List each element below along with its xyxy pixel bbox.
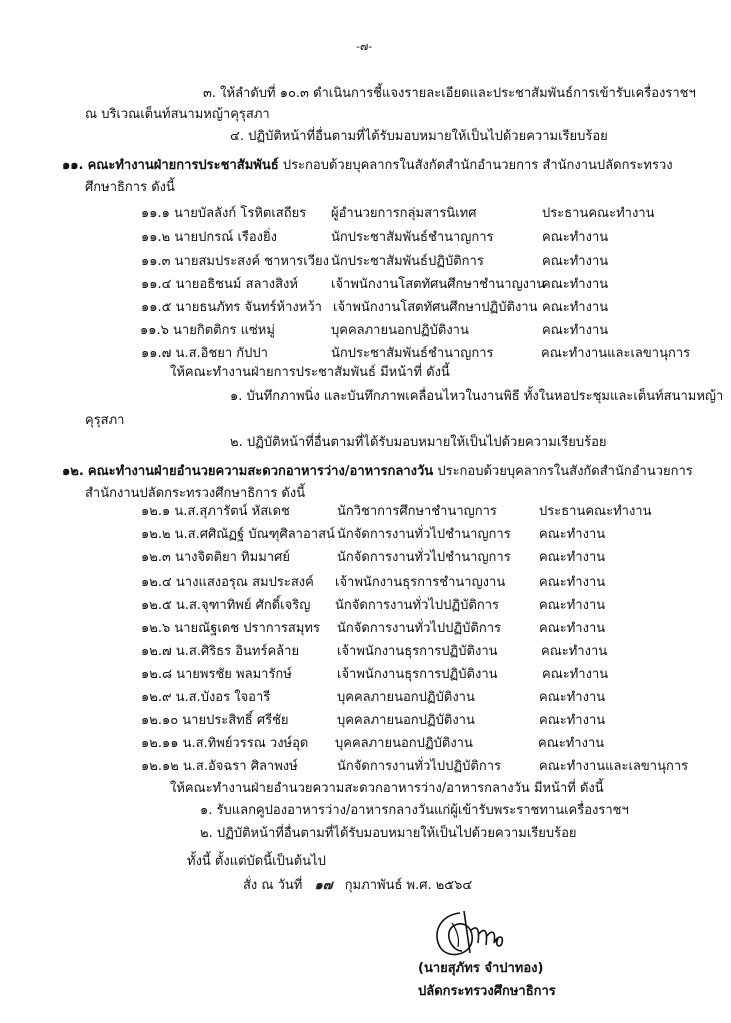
member-name: ๑๒.๙ น.ส.บังอร ใจอารี [141,690,271,705]
member-name: ๑๑.๖ นายกิตติกร แซ่หมู่ [140,323,275,338]
order-month-year: กุมภาพันธ์ พ.ศ. ๒๕๖๔ [344,878,473,893]
member-position: ผู้อำนวยการกลุ่มสารนิเทศ [331,206,477,221]
sec11-desc-line2: ศึกษาธิการ ดังนี้ [85,180,175,195]
member-role: คณะทำงาน [542,667,609,682]
member-row [141,711,721,731]
member-role: คณะทำงาน [542,300,609,315]
effective-statement: ทั้งนี้ ตั้งแต่บัดนี้เป็นต้นไป [187,854,326,869]
member-row [141,525,721,545]
member-role: คณะทำงาน [542,277,609,292]
member-position: บุคคลภายนอกปฏิบัติงาน [331,323,469,338]
sec10-item3-line2: ณ บริเวณเต็นท์สนามหญ้าคุรุสภา [85,107,270,122]
member-name: ๑๒.๘ นายพรชัย พลมารักษ์ [141,667,292,682]
sec11-duty2: ๒. ปฏิบัติหน้าที่อื่นตามที่ได้รับมอบหมายให้เป็นไปด้วยความเรียบร้อย [230,435,607,450]
sec12-title: คณะทำงานฝ่ายอำนวยความสะดวกอาหารว่าง/อาหารกลางวัน [87,464,434,479]
sec12-heading [62,463,693,481]
member-position: นักประชาสัมพันธ์ชำนาญการ [331,230,494,245]
member-position: เจ้าพนักงานธุรการปฏิบัติงาน [337,667,498,682]
sec11-duty-intro: ให้คณะทำงานฝ่ายการประชาสัมพันธ์ มีหน้าที่ ดังนี้ [170,365,450,380]
member-row [141,204,701,224]
member-position: นักประชาสัมพันธ์ปฏิบัติการ [331,254,484,269]
order-day: ๑๗ [314,878,333,893]
sec11-desc-line1: ประกอบด้วยบุคลากรในสังกัดสำนักอำนวยการ สำนักงานปลัดกระทรวง [282,158,673,173]
sec11-title: คณะทำงานฝ่ายการประชาสัมพันธ์ [87,158,279,173]
sec10-item3-line1: ๓. ให้ลำดับที่ ๑๐.๓ ดำเนินการชี้แจงรายละเอียดและประชาสัมพันธ์การเข้ารับเครื่องราชฯ [203,86,696,101]
member-position: บุคคลภายนอกปฏิบัติงาน [337,690,475,705]
member-row [140,321,700,341]
member-position: นักวิชาการศึกษาชำนาญการ [337,504,497,519]
member-row [141,665,721,685]
member-name: ๑๒.๖ นายณัฐเดช ปราการสมุทร [141,621,320,636]
member-position: เจ้าพนักงานโสตทัศนศึกษาปฏิบัติงาน [333,300,538,315]
member-position: เจ้าพนักงานธุรการชำนาญงาน [335,575,506,590]
member-row [141,642,721,662]
sec12-duty2: ๒. ปฏิบัติหน้าที่อื่นตามที่ได้รับมอบหมายให้เป็นไปด้วยความเรียบร้อย [200,826,577,841]
member-role: คณะทำงาน [539,575,606,590]
member-row [141,298,701,318]
member-position: นักจัดการงานทั่วไปชำนาญการ [337,527,511,542]
member-role: คณะทำงาน [539,598,606,613]
member-role: คณะทำงาน [539,550,606,565]
member-name: ๑๑.๒ นายปกรณ์ เรืองยิ่ง [141,230,277,245]
sec12-number: ๑๒. [62,464,84,479]
member-position: นักจัดการงานทั่วไปปฏิบัติการ [335,598,499,613]
member-name: ๑๒.๒ น.ส.ศศิณัฏฐ์ บัณฑุศิลาอาสน์ [141,527,335,542]
member-role: คณะทำงานและเลขานุการ [541,346,691,361]
member-role: คณะทำงานและเลขานุการ [539,759,689,774]
member-row [141,573,721,593]
member-row [141,548,721,568]
sec12-desc-line1: ประกอบด้วยบุคลากรในสังกัดสำนักอำนวยการ [437,464,693,479]
member-role: คณะทำงาน [539,527,606,542]
member-role: คณะทำงาน [542,323,609,338]
member-role: คณะทำงาน [538,736,605,751]
member-role: ประธานคณะทำงาน [542,206,655,221]
member-role: คณะทำงาน [542,230,609,245]
member-role: คณะทำงาน [539,690,606,705]
sec11-heading [62,157,673,175]
member-name: ๑๑.๕ นายธนภัทร จันทร์ห้างหว้า [141,300,322,315]
member-row [141,596,721,616]
member-position: นักจัดการงานทั่วไปชำนาญการ [337,550,511,565]
member-row [141,619,721,639]
member-name: ๑๑.๑ นายบัลลังก์ โรหิตเสถียร [141,206,307,221]
member-row [141,502,721,522]
page-number: -๗- [356,40,373,53]
member-position: นักประชาสัมพันธ์ชำนาญการ [331,346,494,361]
order-prefix: สั่ง ณ วันที่ [243,878,303,893]
member-position: เจ้าพนักงานธุรการปฏิบัติงาน [337,644,498,659]
member-name: ๑๒.๑ น.ส.สุภารัตน์ หัสเดช [141,504,290,519]
member-name: ๑๒.๑๑ น.ส.ทิพย์วรรณ วงษ์อุด [141,736,309,751]
member-row [141,734,721,754]
signature-icon [430,905,520,960]
order-date [243,877,472,895]
sec11-duty1-line2: คุรุสภา [85,413,125,428]
member-row [141,344,721,364]
member-name: ๑๒.๕ น.ส.จุฑาทิพย์ ศักดิ์เจริญ [141,598,311,613]
member-position: นักจัดการงานทั่วไปปฏิบัติการ [337,621,501,636]
signer-title: ปลัดกระทรวงศึกษาธิการ [418,984,556,999]
sec12-duty1: ๑. รับแลกคูปองอาหารว่าง/อาหารกลางวันแก่ผู้เข้ารับพระราชทานเครื่องราชฯ [200,803,629,818]
sec11-duty1-line1: ๑. บันทึกภาพนิ่ง และบันทึกภาพเคลื่อนไหวในงานพิธี ทั้งในหอประชุมและเต็นท์สนามหญ้า [230,389,724,404]
member-row [141,275,701,295]
member-row [141,757,731,777]
member-name: ๑๑.๓ นายสมประสงค์ ชาหารเวียง [141,254,329,269]
member-name: ๑๒.๑๐ นายประสิทธิ์ ศรีชัย [141,713,289,728]
member-position: เจ้าพนักงานโสตทัศนศึกษาชำนาญงาน [331,277,546,292]
sec12-desc-line2: สำนักงานปลัดกระทรวงศึกษาธิการ ดังนี้ [85,486,306,501]
member-role: ประธานคณะทำงาน [539,504,652,519]
member-role: คณะทำงาน [542,254,609,269]
member-name: ๑๑.๗ น.ส.อิชยา กัปปา [141,346,268,361]
member-position: บุคคลภายนอกปฏิบัติงาน [337,713,475,728]
sec11-number: ๑๑. [62,158,84,173]
member-row [141,688,721,708]
member-name: ๑๑.๔ นายอธิชนม์ สลางสิงห์ [141,277,298,292]
signer-name: (นายสุภัทร จำปาทอง) [418,961,544,976]
member-role: คณะทำงาน [539,713,606,728]
member-row [141,228,701,248]
member-name: ๑๒.๑๒ น.ส.อัจฉรา ศิลาพงษ์ [141,759,298,774]
member-name: ๑๒.๔ นางแสงอรุณ สมประสงค์ [141,575,314,590]
member-role: คณะทำงาน [541,644,608,659]
member-role: คณะทำงาน [539,621,606,636]
member-name: ๑๒.๓ นางจิตติยา ทิมมาศย์ [141,550,290,565]
member-name: ๑๒.๗ น.ส.ศิริธร อินทร์คล้าย [141,644,300,659]
member-row [141,252,701,272]
member-position: บุคคลภายนอกปฏิบัติงาน [335,736,473,751]
sec12-duty-intro: ให้คณะทำงานฝ่ายอำนวยความสะดวกอาหารว่าง/อาหารกลางวัน มีหน้าที่ ดังนี้ [170,781,604,796]
sec10-item4: ๔. ปฏิบัติหน้าที่อื่นตามที่ได้รับมอบหมายให้เป็นไปด้วยความเรียบร้อย [230,129,608,144]
member-position: นักจัดการงานทั่วไปปฏิบัติการ [337,759,501,774]
